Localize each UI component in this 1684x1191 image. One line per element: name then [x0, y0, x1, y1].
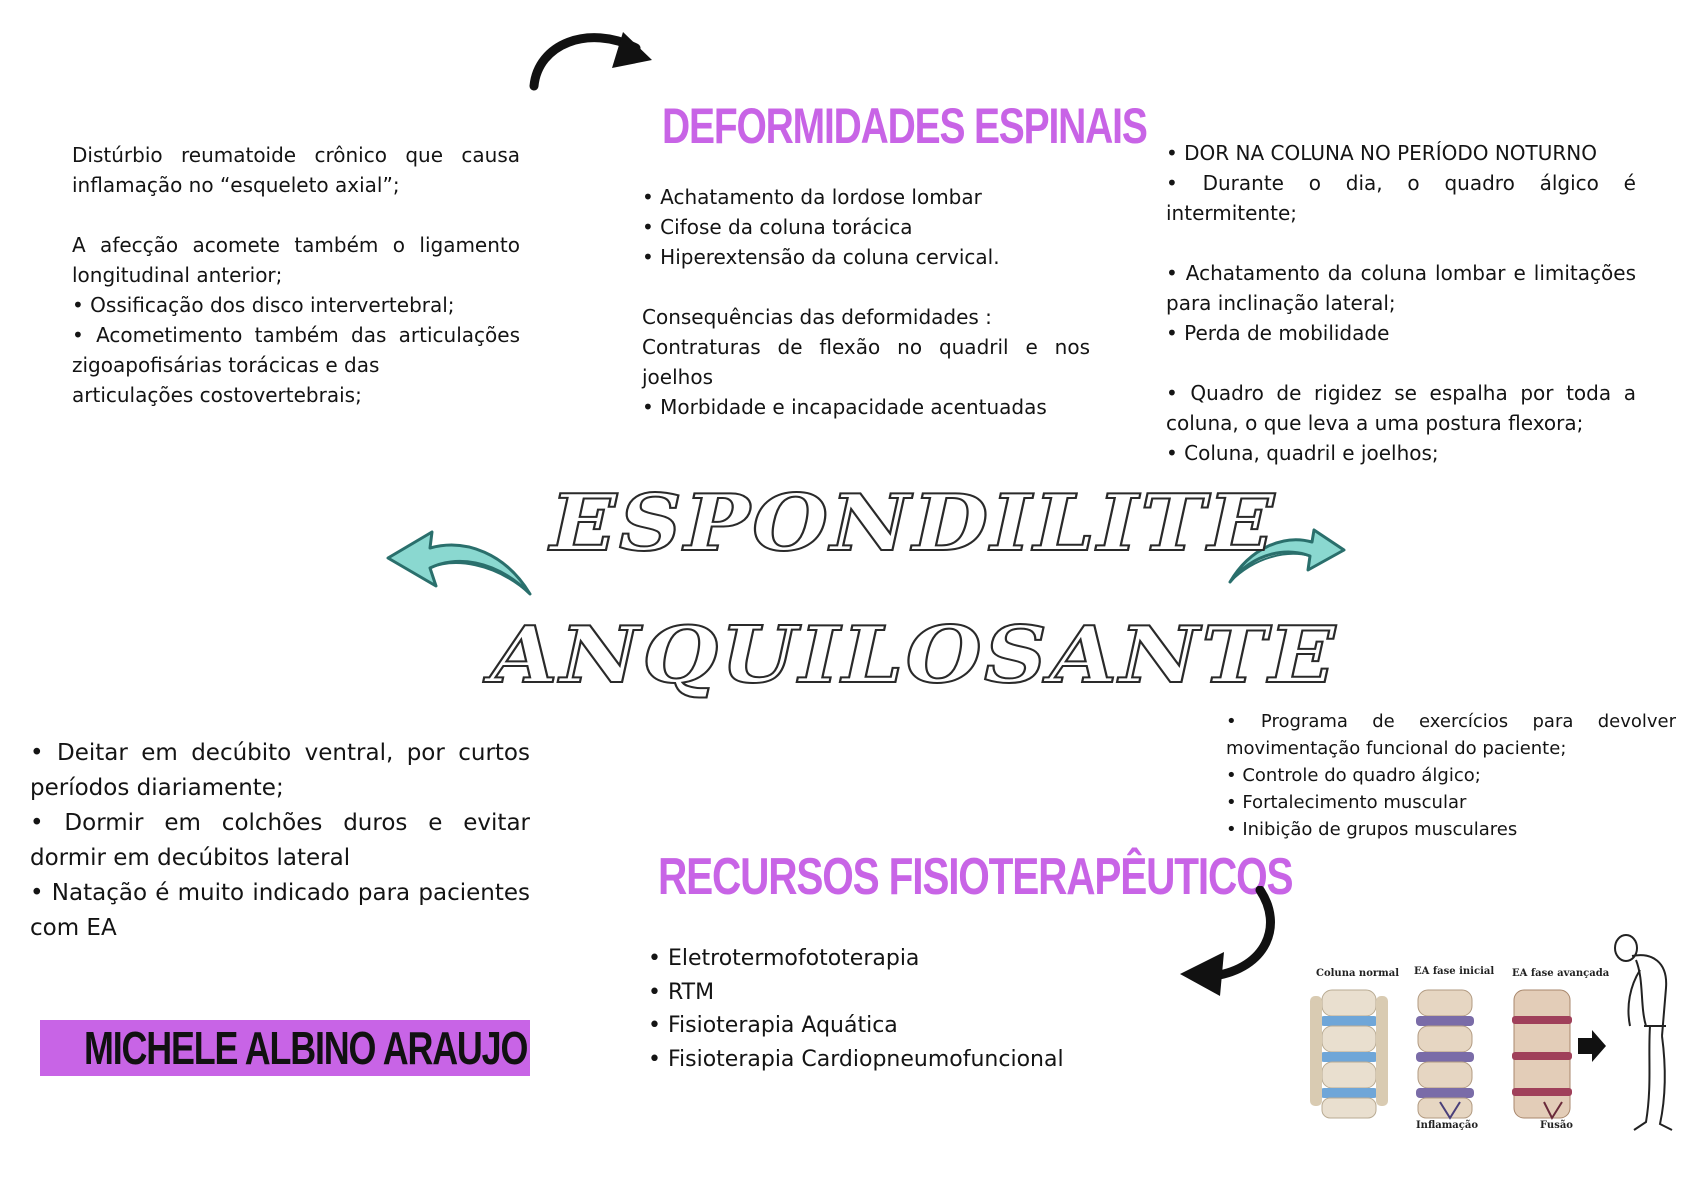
resource-item: • Fisioterapia Aquática — [648, 1013, 898, 1038]
intro-line: • Acometimento também das articulações zigoapofisárias torácicas e das — [72, 323, 520, 377]
curved-arrow-top-icon — [528, 24, 653, 92]
posture-advice-list — [30, 736, 530, 946]
symptom-spacer — [1166, 348, 1636, 378]
intro-line: articulações costovertebrais; — [72, 383, 362, 407]
figure-label-normal: Coluna normal — [1316, 968, 1399, 979]
exercise-item: • Inibição de grupos musculares — [1226, 819, 1518, 840]
resources-list — [648, 942, 1128, 1076]
intro-line: A afecção acomete também o ligamento longitudinal anterior; — [72, 233, 520, 287]
early-spine-icon — [1416, 990, 1474, 1118]
spine-illustration — [1300, 926, 1680, 1146]
exercise-item: • Controle do quadro álgico; — [1226, 765, 1481, 786]
resource-item: • RTM — [648, 979, 715, 1005]
symptom-item: • Coluna, quadril e joelhos; — [1166, 441, 1439, 465]
symptom-item: • Perda de mobilidade — [1166, 321, 1390, 345]
advice-item: • Dormir em colchões duros e evitar dormir em decúbitos lateral — [30, 810, 530, 871]
deformity-item: • Achatamento da lordose lombar — [642, 185, 982, 209]
deformity-spacer — [642, 272, 1090, 302]
exercise-program-list — [1226, 708, 1676, 843]
symptoms-list — [1166, 138, 1636, 468]
right-arrow-icon — [1578, 1030, 1606, 1062]
deformity-item: • Morbidade e incapacidade acentuadas — [642, 395, 1047, 419]
deformities-heading: DEFORMIDADES ESPINAIS — [662, 98, 1147, 154]
curved-arrow-bottom-icon — [1174, 886, 1286, 998]
deformity-item: • Hiperextensão da coluna cervical. — [642, 245, 1000, 269]
figure-label-advanced: EA fase avançada — [1512, 968, 1610, 979]
symptom-item: • Achatamento da coluna lombar e limitações para inclinação lateral; — [1166, 261, 1636, 315]
figure-caption-fusion: Fusão — [1540, 1120, 1573, 1131]
intro-line: • Ossificação dos disco intervertebral; — [72, 293, 455, 317]
deformity-item: Consequências das deformidades : — [642, 305, 992, 329]
spine-figure — [1300, 926, 1680, 1146]
symptom-item: • Durante o dia, o quadro álgico é intermitente; — [1166, 171, 1636, 225]
symptom-spacer — [1166, 228, 1636, 258]
main-title-line1: ESPONDILITE — [550, 478, 1277, 569]
resource-item: • Fisioterapia Cardiopneumofuncional — [648, 1046, 1064, 1072]
figure-caption-inflammation: Inflamação — [1416, 1120, 1478, 1131]
intro-description — [72, 140, 520, 410]
advanced-spine-icon — [1512, 990, 1572, 1118]
advice-item: • Deitar em decúbito ventral, por curtos períodos diariamente; — [30, 740, 530, 801]
advice-item: • Natação é muito indicado para pacientes com EA — [30, 880, 530, 941]
symptom-item: • DOR NA COLUNA NO PERÍODO NOTURNO — [1166, 141, 1597, 165]
exercise-item: • Fortalecimento muscular — [1226, 792, 1467, 813]
resource-item: • Eletrotermofototerapia — [648, 946, 920, 971]
intro-line: Distúrbio reumatoide crônico que causa inflamação no “esqueleto axial”; — [72, 143, 520, 197]
intro-spacer — [72, 200, 520, 230]
author-name: MICHELE ALBINO ARAUJO — [84, 1022, 528, 1074]
teal-arrow-left-icon — [384, 528, 534, 602]
deformity-item: • Cifose da coluna torácica — [642, 215, 913, 239]
symptom-item: • Quadro de rigidez se espalha por toda a coluna, o que leva a uma postura flexora; — [1166, 381, 1636, 435]
deformities-list — [642, 182, 1090, 422]
main-title-line2: ANQUILOSANTE — [490, 610, 1338, 701]
deformity-item: Contraturas de flexão no quadril e nos joelhos — [642, 335, 1090, 389]
normal-spine-icon — [1310, 990, 1388, 1118]
resources-heading: RECURSOS FISIOTERAPÊUTICOS — [658, 848, 1293, 906]
exercise-item: • Programa de exercícios para devolver movimentação funcional do paciente; — [1226, 711, 1676, 759]
hunched-person-icon — [1615, 935, 1672, 1130]
figure-label-early: EA fase inicial — [1414, 966, 1495, 977]
